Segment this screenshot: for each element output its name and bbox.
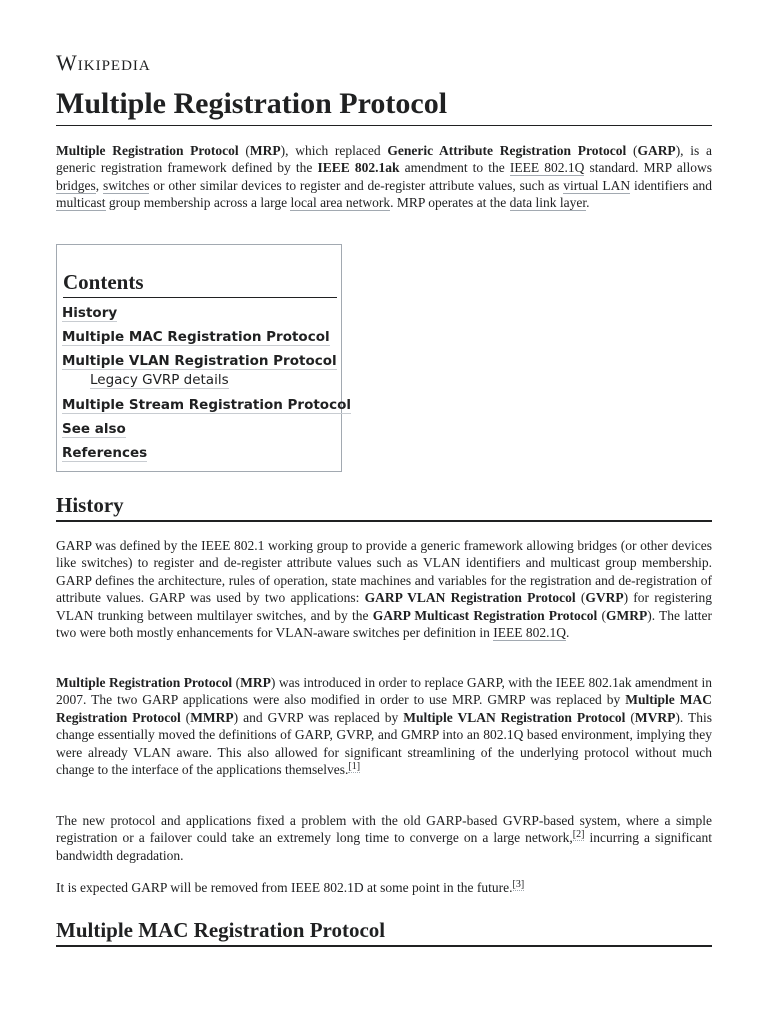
text: amendment to the [399,160,510,176]
gvrp-acronym: GVRP [585,590,624,606]
garp-acronym: GARP [637,143,676,158]
gvrp-term: GARP VLAN Registration Protocol [364,590,576,606]
toc-item-mmrp[interactable] [62,329,330,345]
link-bridges[interactable]: bridges [56,177,96,193]
citation-link[interactable]: [2] [572,828,585,840]
citation-3[interactable] [513,879,525,891]
text: The new protocol and applications fixed a problem with the old GARP-based GVRP-based system, where a simple registration or a failover could take an extremely long time to converge on a large network, [56,813,712,846]
text: ( [180,709,191,725]
text: ) and GVRP was replaced by [233,709,404,725]
link-switches[interactable]: switches [102,177,150,193]
text: ( [597,607,606,623]
text: or other similar devices to register and de-register attribute values, such as [149,177,564,193]
history-paragraph-1 [56,537,712,641]
citation-link[interactable]: [3] [512,878,525,890]
citation-2[interactable] [573,829,585,841]
text: . [586,195,590,211]
history-paragraph-3 [56,812,712,864]
mrp-term: Multiple Registration Protocol [56,675,233,690]
gmrp-term: GARP Multicast Registration Protocol [372,607,598,623]
toc-item-references[interactable] [62,445,147,461]
toc-item-mvrp[interactable] [62,353,337,369]
intro-acronym: MRP [249,143,281,158]
page-title: Multiple Registration Protocol [56,86,712,126]
ieee-8021ak-term: IEEE 802.1ak [317,160,400,176]
garp-term: Generic Attribute Registration Protocol [387,143,627,158]
link-virtual-lan[interactable]: virtual LAN [563,177,631,193]
mmrp-acronym: MMRP [190,709,234,725]
gmrp-acronym: GMRP [605,607,648,623]
link-multicast[interactable]: multicast [56,195,106,211]
text: ( [575,590,586,606]
text: GARP was defined by the IEEE 802.1 working group to provide a generic framework allowing bridges (or other devices like switches) to register and de-register attribute values such as VLAN identifiers and multicast group membership. GARP defines the architecture, rules of operation, state machines and variables for the registration and de-registration of attribute values. GARP was used by two applications: [56,538,712,606]
text: group membership across a large [105,195,291,211]
history-heading: History [56,492,712,522]
mvrp-acronym: MVRP [634,709,676,725]
text: ). The latter two were both mostly enhancements for VLAN-aware switches per definition in [56,607,712,641]
toc-item-history[interactable] [62,305,117,321]
text: It is expected GARP will be removed from IEEE 802.1D at some point in the future. [56,880,513,895]
text: ), is a generic registration framework defined by the [56,143,712,176]
citation-1[interactable] [348,761,360,773]
text: ( [626,143,638,158]
text: ) was introduced in order to replace GARP, with the IEEE 802.1ak amendment in 2007. The two GARP applications were also modified in order to use MRP. GMRP was replaced by [56,675,713,708]
toc-item-label: References [62,445,148,461]
text: ) for registering VLAN trunking between multilayer switches, and by the [56,590,713,623]
mmrp-term: Multiple MAC Registration Protocol [56,692,712,725]
text: , [95,177,103,193]
text: ). This change essentially moved the definitions of GARP, GVRP, and GMRP into an 802.1Q based environment, implying they were already VLAN aware. This also allowed for significant streamlining of the underlying protocol without much change to the interface of the applications themselves. [56,709,712,778]
text: ( [232,675,241,690]
text: . MRP operates at the [390,195,510,211]
text: . [566,625,570,641]
mmrp-heading: Multiple MAC Registration Protocol [56,917,712,947]
toc-item-label: See also [62,421,126,437]
text: incurring a significant bandwidth degradation. [56,830,712,863]
wikipedia-logo[interactable]: Wikipedia [56,50,151,75]
intro-term: Multiple Registration Protocol [56,143,239,158]
intro-paragraph [56,142,712,212]
toc-item-label: Multiple MAC Registration Protocol [62,329,330,345]
link-ieee-8021q[interactable]: IEEE 802.1Q [493,625,566,641]
toc-item-label: Legacy GVRP details [90,372,229,388]
toc-title: Contents [63,269,337,298]
toc-item-label: Multiple VLAN Registration Protocol [62,353,337,369]
link-ieee-8021q[interactable]: IEEE 802.1Q [509,160,585,176]
toc-item-label: History [62,305,118,321]
mrp-acronym: MRP [240,675,271,690]
text: standard. MRP allows [584,160,713,176]
citation-link[interactable]: [1] [348,760,361,772]
history-paragraph-4 [56,879,712,896]
history-paragraph-2 [56,674,712,778]
text: ), which replaced [280,143,388,158]
toc-item-label: Multiple Stream Registration Protocol [62,397,351,413]
link-local-area-network[interactable]: local area network [290,195,391,211]
table-of-contents [56,244,351,472]
link-data-link-layer[interactable]: data link layer [509,195,587,211]
mvrp-term: Multiple VLAN Registration Protocol [403,709,626,725]
text: ( [238,143,250,158]
toc-item-legacy-gvrp[interactable] [90,372,229,388]
toc-item-see-also[interactable] [62,421,126,437]
text: ( [625,709,635,725]
toc-item-msrp[interactable] [62,397,351,413]
text: identifiers and [630,177,712,193]
